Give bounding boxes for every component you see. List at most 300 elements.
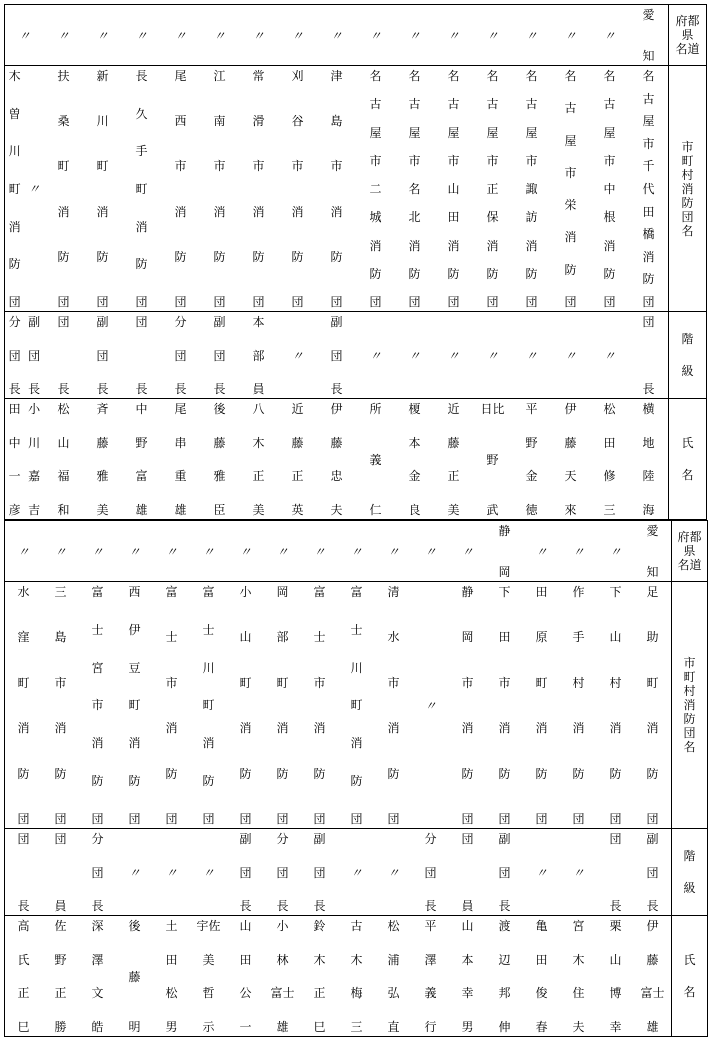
char: 団 <box>165 811 178 826</box>
char: 松 <box>387 919 400 933</box>
char: 山 <box>461 919 474 933</box>
char: 扶 <box>57 69 70 83</box>
name-cell <box>301 916 338 1037</box>
char: 団 <box>57 294 70 309</box>
prefecture-cell <box>551 5 590 66</box>
char: 勝 <box>54 1019 67 1034</box>
prefecture-cell <box>44 5 83 66</box>
char: 団 <box>91 865 104 880</box>
row-prefecture <box>5 5 707 66</box>
char: 木 <box>8 69 21 83</box>
char: 〃 <box>91 544 104 559</box>
char: 団 <box>252 294 265 309</box>
brigade-cell <box>412 582 449 829</box>
char: 防 <box>291 249 304 264</box>
char: 防 <box>486 266 499 281</box>
char: 市 <box>91 698 104 713</box>
char: 消 <box>498 721 511 736</box>
rank-cell <box>338 829 375 916</box>
char: 常 <box>252 69 265 83</box>
name-cell <box>634 916 672 1037</box>
rank-header <box>672 829 708 916</box>
char: 団 <box>57 315 70 329</box>
char: 皓 <box>91 1019 104 1034</box>
char: 防 <box>239 766 252 781</box>
char: 防 <box>350 774 363 789</box>
header-char: 階 <box>683 849 696 863</box>
char: 刈 <box>291 69 304 83</box>
char: 訪 <box>525 210 538 225</box>
char: 団 <box>291 294 304 309</box>
brigade-cell <box>200 66 239 312</box>
char: 城 <box>369 210 382 225</box>
prefecture-cell <box>190 521 227 582</box>
char: 〃 <box>135 28 148 43</box>
prefecture-cell <box>122 5 161 66</box>
char: 宮 <box>91 660 104 675</box>
char: 川 <box>28 435 41 450</box>
brigade-cell <box>473 66 512 312</box>
name-cell <box>317 399 356 520</box>
char: 長 <box>28 382 41 396</box>
char: 浦 <box>387 952 400 967</box>
brigade-cell <box>590 66 629 312</box>
char: 山 <box>239 630 252 645</box>
char: 金 <box>408 469 421 484</box>
char: 正 <box>447 469 460 484</box>
prefecture-cell <box>79 521 116 582</box>
brigade-cell <box>122 66 161 312</box>
brigade-cell <box>5 66 25 312</box>
char: 静 <box>461 585 474 599</box>
char: 長 <box>91 899 104 913</box>
rank-cell <box>227 829 264 916</box>
char: 富 <box>165 585 178 599</box>
char: 防 <box>213 249 226 264</box>
brigade-cell <box>629 66 669 312</box>
name-cell <box>200 399 239 520</box>
char: 〃 <box>128 865 141 880</box>
char: 作 <box>572 585 585 599</box>
char: 一 <box>8 469 21 484</box>
char: 〃 <box>128 544 141 559</box>
header-char: 町 <box>681 153 694 168</box>
char: 富 <box>350 585 363 599</box>
rank-cell <box>356 312 395 399</box>
rank-cell <box>523 829 560 916</box>
name-cell <box>83 399 122 520</box>
prefecture-cell <box>512 5 551 66</box>
char: 防 <box>461 766 474 781</box>
char: 団 <box>642 315 655 329</box>
char: 八 <box>252 402 265 416</box>
char: 後 <box>213 402 226 416</box>
char: 曽 <box>8 106 21 121</box>
char: 市 <box>313 675 326 690</box>
char: 下 <box>609 585 622 599</box>
char: 水 <box>17 585 30 599</box>
char: 〃 <box>369 348 382 363</box>
char: 防 <box>202 774 215 789</box>
char: 長 <box>239 899 252 913</box>
char: 〃 <box>572 865 585 880</box>
brigade-cell <box>190 582 227 829</box>
char: 〃 <box>239 544 252 559</box>
char: 山 <box>447 182 460 196</box>
char: 桑 <box>57 114 70 129</box>
brigade-cell <box>449 582 486 829</box>
char: 消 <box>603 238 616 253</box>
char: 公 <box>239 986 252 1001</box>
char: 員 <box>54 899 67 913</box>
char: 田 <box>535 585 548 599</box>
char: 中 <box>135 402 148 416</box>
char: 美 <box>202 952 215 967</box>
prefecture-header <box>669 5 707 66</box>
name-cell <box>24 399 44 520</box>
char: 〃 <box>408 28 421 43</box>
rank-cell <box>278 312 317 399</box>
rank-cell <box>42 829 79 916</box>
char: 町 <box>276 675 289 690</box>
char: 武 <box>486 503 499 517</box>
rank-cell <box>412 829 449 916</box>
char: 窪 <box>17 630 30 645</box>
brigade-cell <box>5 582 43 829</box>
brigade-cell <box>597 582 634 829</box>
char: 千 <box>642 159 655 174</box>
char: 古 <box>408 97 421 112</box>
prefecture-cell <box>161 5 200 66</box>
char: 町 <box>202 698 215 713</box>
char: 木 <box>252 435 265 450</box>
char: 消 <box>408 238 421 253</box>
char: 〃 <box>202 865 215 880</box>
char: 団 <box>535 811 548 826</box>
char: 岡 <box>461 630 474 645</box>
char: 古 <box>486 97 499 112</box>
name-cell <box>161 399 200 520</box>
char: 土 <box>165 919 178 933</box>
char: 団 <box>330 348 343 363</box>
char: 消 <box>572 721 585 736</box>
rank-cell <box>24 312 44 399</box>
rank-cell <box>486 829 523 916</box>
char: 団 <box>8 348 21 363</box>
rank-cell <box>597 829 634 916</box>
char: 市 <box>369 153 382 168</box>
char: 名 <box>447 69 460 83</box>
char: 〃 <box>18 28 31 43</box>
char: 消 <box>17 721 30 736</box>
char: 所 <box>369 402 382 416</box>
char: 藤 <box>128 969 141 984</box>
char: 宮 <box>572 919 585 933</box>
char: 防 <box>572 766 585 781</box>
header-char: 府 <box>675 14 688 28</box>
char: 〃 <box>202 544 215 559</box>
char: 市 <box>486 153 499 168</box>
header-char: 団 <box>683 726 696 740</box>
char: 手 <box>135 144 148 159</box>
char: 三 <box>350 1019 363 1034</box>
char: 氏 <box>17 952 30 967</box>
brigade-cell <box>523 582 560 829</box>
char: 後 <box>128 919 141 933</box>
name-cell <box>512 399 551 520</box>
char: 消 <box>350 736 363 751</box>
prefecture-header <box>672 521 708 582</box>
char: 夫 <box>572 1019 585 1034</box>
rank-cell <box>629 312 669 399</box>
char: 藤 <box>96 435 109 450</box>
char: 尾 <box>174 69 187 83</box>
char: 串 <box>174 435 187 450</box>
char: 防 <box>57 249 70 264</box>
char: 屋 <box>603 125 616 140</box>
rank-cell <box>153 829 190 916</box>
char: 団 <box>54 811 67 826</box>
header-char: 名 <box>681 223 694 238</box>
char: 分 <box>8 315 21 329</box>
char: 団 <box>128 811 141 826</box>
brigade-cell <box>42 582 79 829</box>
char: 足 <box>646 585 659 599</box>
name-cell <box>5 399 25 520</box>
char: 宇佐 <box>196 919 221 933</box>
header-char: 府 <box>677 530 690 544</box>
char: 消 <box>461 721 474 736</box>
char: 山 <box>57 435 70 450</box>
char: 消 <box>646 721 659 736</box>
header-char: 県 <box>683 544 696 558</box>
char: 市 <box>165 675 178 690</box>
char: 雄 <box>135 502 148 517</box>
row-brigade <box>5 66 707 312</box>
brigade-cell <box>434 66 473 312</box>
char: 消 <box>8 219 21 234</box>
char: 川 <box>96 114 109 129</box>
prefecture-cell <box>486 521 523 582</box>
char: 雄 <box>646 1019 659 1034</box>
row-name <box>5 399 707 520</box>
char: 中 <box>8 435 21 450</box>
name-cell <box>44 399 83 520</box>
prefecture-cell <box>278 5 317 66</box>
char: 副 <box>498 832 511 846</box>
char: 男 <box>165 1019 178 1034</box>
prefecture-cell <box>264 521 301 582</box>
char: 市 <box>525 153 538 168</box>
name-cell <box>42 916 79 1037</box>
char: 天 <box>564 469 577 484</box>
char: 防 <box>387 766 400 781</box>
char: 雅 <box>213 469 226 484</box>
char: 静 <box>498 524 511 538</box>
char: 士 <box>202 622 215 637</box>
char: 団 <box>213 348 226 363</box>
char: 長 <box>424 899 437 913</box>
prefecture-cell <box>338 521 375 582</box>
brigade-cell <box>161 66 200 312</box>
char: 野 <box>486 452 499 467</box>
brigade-cell <box>278 66 317 312</box>
char: 防 <box>498 766 511 781</box>
char: 田 <box>165 952 178 967</box>
char: 分 <box>91 832 104 846</box>
name-cell <box>227 916 264 1037</box>
char: 富 <box>91 585 104 599</box>
char: 町 <box>8 181 21 196</box>
char: 団 <box>486 295 499 309</box>
header-char: 名 <box>675 42 688 56</box>
char: 防 <box>174 249 187 264</box>
char: 正 <box>291 469 304 484</box>
char: 消 <box>525 238 538 253</box>
header-char: 階 <box>681 332 694 346</box>
char: 久 <box>135 106 148 121</box>
char: 來 <box>564 502 577 517</box>
char: 消 <box>54 721 67 736</box>
char: 夫 <box>330 502 343 517</box>
char: 二 <box>369 182 382 196</box>
char: 〃 <box>174 28 187 43</box>
char: 団 <box>461 811 474 826</box>
brigade-cell <box>486 582 523 829</box>
char: 正 <box>17 986 30 1001</box>
header-char: 市 <box>683 656 696 670</box>
row-name <box>5 916 708 1037</box>
char: 正 <box>313 986 326 1001</box>
prefecture-cell <box>239 5 278 66</box>
header-char: 都 <box>689 530 702 544</box>
brigade-cell <box>634 582 672 829</box>
char: 木 <box>572 952 585 967</box>
char: 団 <box>350 811 363 826</box>
char: 〃 <box>387 865 400 880</box>
header-char: 氏 <box>681 436 694 450</box>
char: 消 <box>330 204 343 219</box>
char: 横 <box>642 402 655 416</box>
rank-cell <box>634 829 672 916</box>
char: 山 <box>239 919 252 933</box>
char: 文 <box>91 986 104 1001</box>
rank-cell <box>590 312 629 399</box>
char: 〃 <box>564 348 577 363</box>
char: 団 <box>96 348 109 363</box>
char: 消 <box>291 204 304 219</box>
char: 長 <box>330 382 343 396</box>
char: 斉 <box>96 402 109 416</box>
prefecture-cell <box>449 521 486 582</box>
prefecture-cell <box>227 521 264 582</box>
char: 長 <box>276 899 289 913</box>
name-cell <box>395 399 434 520</box>
name-cell <box>597 916 634 1037</box>
char: 〃 <box>276 544 289 559</box>
char: 古 <box>603 97 616 112</box>
char: 名 <box>525 69 538 83</box>
brigade-cell <box>375 582 412 829</box>
char: 金 <box>525 469 538 484</box>
char: 〃 <box>28 182 41 196</box>
char: 士 <box>91 622 104 637</box>
char: 田 <box>498 630 511 645</box>
char: 長 <box>642 382 655 396</box>
char: 小 <box>28 402 41 416</box>
prefecture-cell <box>317 5 356 66</box>
char: 防 <box>252 249 265 264</box>
char: 古 <box>564 101 577 116</box>
char: 地 <box>642 435 655 450</box>
char: 村 <box>572 675 585 690</box>
header-char: 消 <box>683 698 696 712</box>
char: 梅 <box>350 986 363 1001</box>
char: 団 <box>609 811 622 826</box>
char: 〃 <box>525 348 538 363</box>
char: 長 <box>57 382 70 396</box>
char: 市 <box>252 159 265 174</box>
char: 一 <box>239 1019 252 1034</box>
char: 住 <box>572 986 585 1001</box>
header-char: 町 <box>683 670 696 684</box>
char: 市 <box>564 165 577 180</box>
char: 伊 <box>128 622 141 637</box>
char: 屋 <box>447 125 460 140</box>
char: 屋 <box>642 114 655 129</box>
char: 副 <box>239 832 252 846</box>
char: 防 <box>54 766 67 781</box>
char: 団 <box>603 295 616 309</box>
char: 伊 <box>646 919 659 933</box>
char: 消 <box>535 721 548 736</box>
roster-table-bottom <box>4 520 708 1037</box>
char: 正 <box>252 469 265 484</box>
char: 団 <box>213 294 226 309</box>
char: 美 <box>447 502 460 517</box>
char: 幸 <box>461 986 474 1001</box>
rank-cell <box>395 312 434 399</box>
char: 防 <box>135 257 148 272</box>
prefecture-cell <box>42 521 79 582</box>
char: 消 <box>213 204 226 219</box>
char: 士 <box>165 630 178 645</box>
char: 団 <box>17 832 30 846</box>
prefecture-cell <box>434 5 473 66</box>
char: 南 <box>213 114 226 129</box>
rank-cell <box>449 829 486 916</box>
brigade-header <box>672 582 708 829</box>
char: 平 <box>424 919 437 933</box>
char: 市 <box>54 675 67 690</box>
char: 町 <box>239 675 252 690</box>
char: 助 <box>646 630 659 645</box>
char: 市 <box>330 159 343 174</box>
rank-cell <box>560 829 597 916</box>
char: 澤 <box>91 952 104 967</box>
name-cell <box>560 916 597 1037</box>
name-cell <box>375 916 412 1037</box>
name-cell <box>5 916 43 1037</box>
char: 和 <box>57 502 70 517</box>
char: 防 <box>525 266 538 281</box>
brigade-cell <box>356 66 395 312</box>
char: 近 <box>447 402 460 416</box>
char: 富 <box>313 585 326 599</box>
char: 長 <box>313 899 326 913</box>
char: 西 <box>174 114 187 129</box>
char: 〃 <box>535 865 548 880</box>
